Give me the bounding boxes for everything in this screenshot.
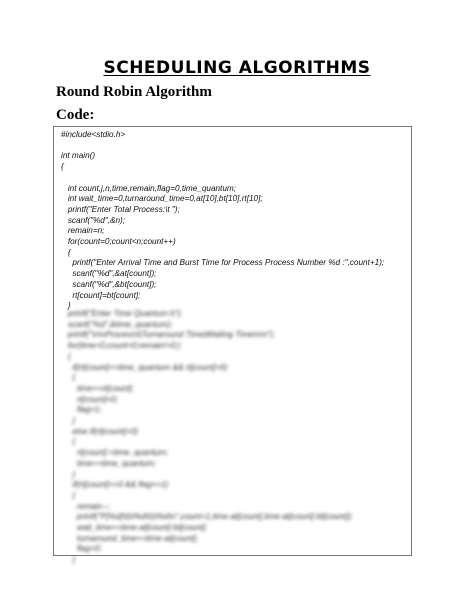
- code-line: {: [61, 351, 71, 361]
- code-line: time+=rt[count];: [61, 383, 134, 393]
- code-line: wait_time+=time-at[count]-bt[count];: [61, 523, 208, 533]
- code-line: scanf("%d",&time_quantum);: [61, 319, 173, 329]
- code-line: flag=0;: [61, 544, 102, 554]
- code-line: turnaround_time+=time-at[count];: [61, 533, 198, 543]
- code-line: rt[count]=0;: [61, 394, 119, 404]
- code-line: int wait_time=0,turnaround_time=0,at[10],bt[10],rt[10];: [61, 194, 263, 204]
- code-line: scanf("%d",&at[count]);: [61, 269, 157, 279]
- code-block: [53, 126, 412, 565]
- code-line: flag=1;: [61, 405, 102, 415]
- code-line: printf("Enter Time Quantum:\t");: [61, 309, 183, 318]
- code-line: if(rt[count]==0 && flag==1): [61, 480, 169, 490]
- code-line: {: [61, 247, 71, 257]
- code-visible-section: [61, 130, 384, 312]
- code-line: printf("Enter Arrival Time and Burst Time for Process Process Number %d :",count+1);: [61, 258, 385, 268]
- code-line: {: [61, 490, 76, 500]
- code-line: remain--;: [61, 501, 110, 511]
- code-blurred-section: [61, 309, 353, 566]
- code-line: int main(): [61, 151, 96, 161]
- code-line: scanf("%d",&bt[count]);: [61, 279, 157, 289]
- code-line: printf("\n\nProcess\t|Turnaround Time|Waiting Time\n\n");: [61, 330, 275, 340]
- code-line: int count,j,n,time,remain,flag=0,time_quantum;: [61, 183, 236, 193]
- code-line: #include<stdio.h>: [61, 130, 126, 139]
- code-line: {: [61, 373, 76, 383]
- code-label: Code:: [56, 107, 95, 123]
- code-line: rt[count]=bt[count];: [61, 290, 141, 300]
- code-line: printf("Enter Total Process:\t ");: [61, 204, 180, 214]
- code-line: printf("P[%d]\t|\t%d\t|\t%d\n",count+1,time-at[count],time-at[count]-bt[count]);: [61, 512, 353, 522]
- code-line: else if(rt[count]>0): [61, 426, 139, 436]
- code-line: }: [61, 416, 76, 426]
- code-line: {: [61, 437, 76, 447]
- code-line: {: [61, 162, 64, 172]
- code-line: }: [61, 301, 71, 311]
- code-line: if(rt[count]<=time_quantum && rt[count]>0): [61, 362, 228, 372]
- code-line: scanf("%d",&n);: [61, 215, 126, 225]
- code-line: }: [61, 469, 76, 479]
- code-line: }: [61, 555, 76, 565]
- document-title: SCHEDULING ALGORITHMS: [103, 58, 371, 78]
- code-line: remain=n;: [61, 226, 105, 236]
- section-heading: Round Robin Algorithm: [56, 84, 212, 100]
- code-line: for(time=0,count=0;remain!=0;): [61, 341, 181, 351]
- code-line: rt[count]-=time_quantum;: [61, 448, 169, 458]
- code-line: for(count=0;count<n;count++): [61, 237, 176, 247]
- code-line: time+=time_quantum;: [61, 458, 157, 468]
